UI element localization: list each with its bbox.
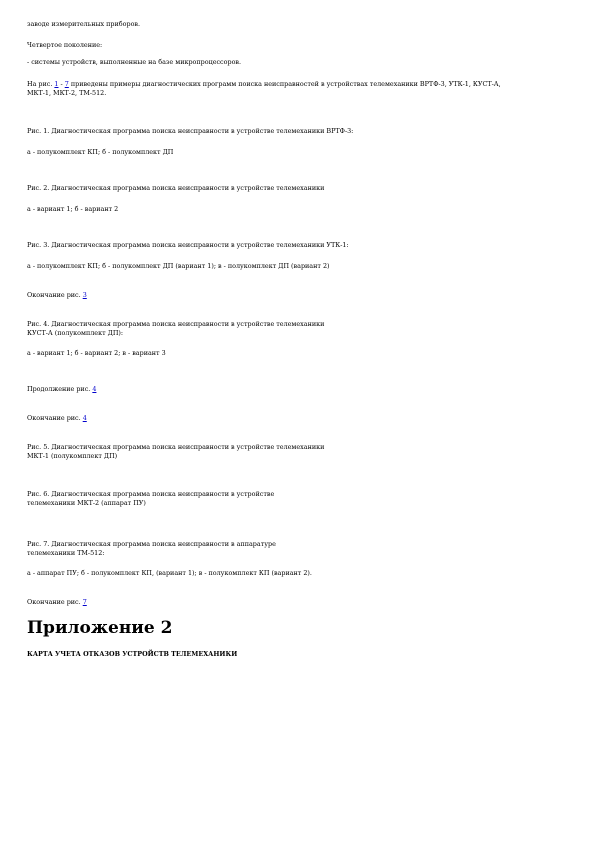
text-fragment: Окончание рис. [27,598,83,606]
figure-end-3 [27,291,87,299]
text-line: Четвертое поколение: [27,41,103,49]
text-fragment: Продолжение рис. [27,385,93,393]
text-fragment: На рис. [27,80,55,88]
text-fragment: Окончание рис. [27,414,83,422]
text-fragment: приведены примеры диагностических программ поиска неисправностей в устройствах телемеханики ВРТФ-3, УТК-1, КУСТ-А, [68,80,501,88]
figure-subcaption-2: а - вариант 1; б - вариант 2 [27,205,119,213]
figure-continuation-4 [27,385,96,393]
figure-caption-5-line2: МКТ-1 (полукомплект ДП) [27,452,118,460]
text-fragment: - [58,80,65,88]
figure-caption-6-line2: телемеханики МКТ-2 (аппарат ПУ) [27,499,146,507]
figure-subcaption-1: а - полукомплект КП; б - полукомплект ДП [27,148,174,156]
text-line: заводе измерительных приборов. [27,20,141,28]
figure-link-4[interactable]: 4 [92,385,97,393]
appendix-subtitle: КАРТА УЧЕТА ОТКАЗОВ УСТРОЙСТВ ТЕЛЕМЕХАНИКИ [27,650,238,658]
figure-caption-4-line2: КУСТ-А (полукомплект ДП): [27,329,124,337]
figure-link-3[interactable]: 3 [82,291,87,299]
figure-link-1[interactable]: 1 [54,80,59,88]
appendix-title: Приложение 2 [27,618,173,638]
figure-end-4 [27,414,87,422]
text-line: МКТ-1, МКТ-2, ТМ-512. [27,89,107,97]
figure-link-4b[interactable]: 4 [82,414,87,422]
figure-caption-3: Рис. 3. Диагностическая программа поиска неисправности в устройстве телемеханики УТК-1: [27,241,349,249]
figure-caption-2: Рис. 2. Диагностическая программа поиска неисправности в устройстве телемеханики [27,184,325,192]
figure-caption-1: Рис. 1. Диагностическая программа поиска неисправности в устройстве телемеханики ВРТФ-3: [27,127,354,135]
figures-intro [27,80,501,88]
figure-subcaption-3: а - полукомплект КП; б - полукомплект ДП (вариант 1); в - полукомплект ДП (вариант 2) [27,262,330,270]
figure-subcaption-7: а - аппарат ПУ; б - полукомплект КП, (вариант 1); в - полукомплект КП (вариант 2). [27,569,312,577]
figure-caption-4: Рис. 4. Диагностическая программа поиска неисправности в устройстве телемеханики [27,320,325,328]
figure-caption-6: Рис. 6. Диагностическая программа поиска неисправности в устройстве [27,490,275,498]
figure-caption-7-line2: телемеханики ТМ-512: [27,549,105,557]
figure-link-7[interactable]: 7 [64,80,69,88]
figure-subcaption-4: а - вариант 1; б - вариант 2; в - вариант 3 [27,349,166,357]
figure-caption-5: Рис. 5. Диагностическая программа поиска неисправности в устройстве телемеханики [27,443,325,451]
figure-end-7 [27,598,87,606]
figure-caption-7: Рис. 7. Диагностическая программа поиска неисправности в аппаратуре [27,540,276,548]
text-fragment: Окончание рис. [27,291,83,299]
text-line: - системы устройств, выполненные на базе микропроцессоров. [27,58,242,66]
figure-link-7b[interactable]: 7 [82,598,87,606]
